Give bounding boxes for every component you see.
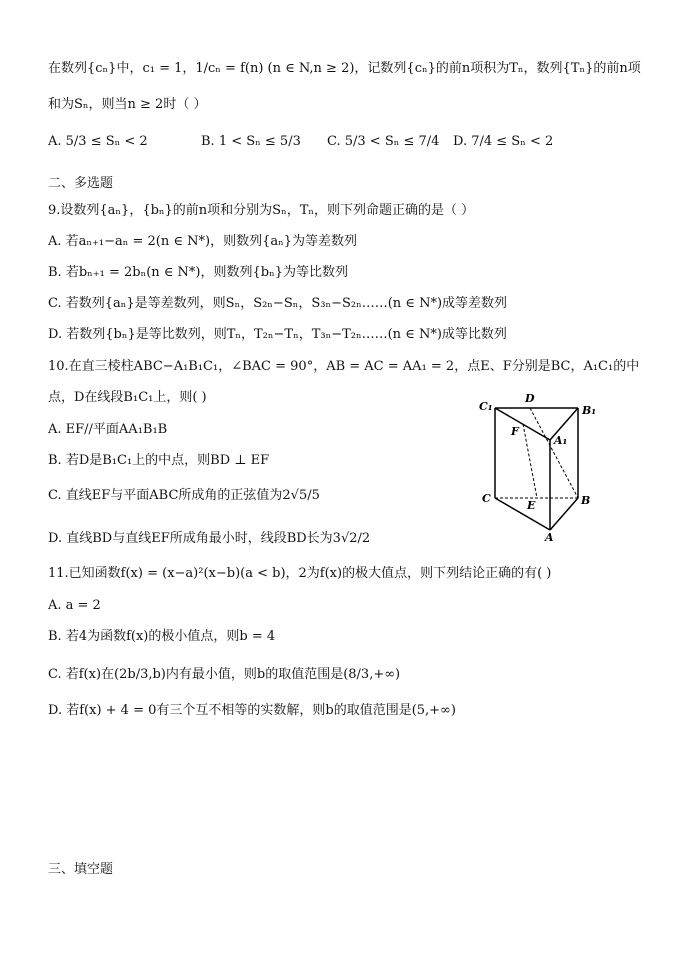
q10-option-d: D. 直线BD与直线EF所成角最小时，线段BD长为3√2/2 bbox=[48, 531, 371, 546]
segment-d-b bbox=[530, 408, 578, 498]
q8-stem-line1: 在数列{cₙ}中，c₁ = 1，1/cₙ = f(n) (n ∈ N,n ≥ 2)，记数列{cₙ}的前n项积为Tₙ，数列{Tₙ}的前n项 bbox=[48, 61, 641, 76]
label-a1: A₁ bbox=[554, 434, 568, 447]
label-e: E bbox=[527, 499, 536, 512]
label-b: B bbox=[581, 494, 591, 507]
q8-stem-line2: 和为Sₙ，则当n ≥ 2时（ ） bbox=[48, 97, 207, 112]
q11-option-d: D. 若f(x) + 4 = 0有三个互不相等的实数解，则b的取值范围是(5,+∞) bbox=[48, 703, 456, 718]
q9-option-c: C. 若数列{aₙ}是等差数列，则Sₙ，S₂ₙ−Sₙ，S₃ₙ−S₂ₙ……(n ∈ N*)成等差数列 bbox=[48, 296, 508, 311]
section-heading-multiple-choice: 二、多选题 bbox=[48, 176, 114, 191]
q11-option-c: C. 若f(x)在(2b/3,b)内有最小值，则b的取值范围是(8/3,+∞) bbox=[48, 667, 401, 682]
edge-c-a bbox=[495, 498, 550, 530]
q10-stem-line1: 10.在直三棱柱ABC−A₁B₁C₁，∠BAC = 90°，AB = AC = AA₁ = 2，点E、F分别是BC，A₁C₁的中 bbox=[48, 359, 640, 374]
q9-stem: 9.设数列{aₙ}，{bₙ}的前n项和分别为Sₙ，Tₙ，则下列命题正确的是（ ） bbox=[48, 203, 475, 218]
q8-option-d: D. 7/4 ≤ Sₙ < 2 bbox=[453, 134, 554, 149]
label-c: C bbox=[482, 492, 491, 505]
q9-option-b: B. 若bₙ₊₁ = 2bₙ(n ∈ N*)，则数列{bₙ}为等比数列 bbox=[48, 265, 348, 280]
prism-figure bbox=[475, 388, 605, 548]
q10-option-a: A. EF//平面AA₁B₁B bbox=[48, 422, 168, 437]
q8-option-c: C. 5/3 < Sₙ ≤ 7/4 bbox=[327, 134, 440, 149]
section-heading-fill-in: 三、填空题 bbox=[48, 862, 114, 877]
q9-option-d: D. 若数列{bₙ}是等比数列，则Tₙ，T₂ₙ−Tₙ，T₃ₙ−T₂ₙ……(n ∈ N*)成等比数列 bbox=[48, 327, 507, 342]
q10-option-b: B. 若D是B₁C₁上的中点，则BD ⊥ EF bbox=[48, 453, 270, 468]
label-f: F bbox=[511, 425, 519, 438]
q8-option-a: A. 5/3 ≤ Sₙ < 2 bbox=[48, 134, 148, 149]
label-d: D bbox=[525, 392, 535, 405]
q10-option-c: C. 直线EF与平面ABC所成角的正弦值为2√5/5 bbox=[48, 488, 320, 503]
q8-option-b: B. 1 < Sₙ ≤ 5/3 bbox=[201, 134, 301, 149]
q11-stem: 11.已知函数f(x) = (x−a)²(x−b)(a < b)，2为f(x)的极大值点，则下列结论正确的有( ) bbox=[48, 566, 552, 581]
label-b1: B₁ bbox=[582, 404, 597, 417]
q11-option-b: B. 若4为函数f(x)的极小值点，则b = 4 bbox=[48, 629, 276, 644]
segment-f-e bbox=[523, 424, 537, 498]
edge-a-b bbox=[550, 498, 578, 530]
q11-option-a: A. a = 2 bbox=[48, 598, 101, 613]
q10-stem-line2: 点，D在线段B₁C₁上，则( ) bbox=[48, 390, 207, 405]
q9-option-a: A. 若aₙ₊₁−aₙ = 2(n ∈ N*)，则数列{aₙ}为等差数列 bbox=[48, 234, 357, 249]
label-c1: C₁ bbox=[479, 400, 493, 413]
label-a: A bbox=[545, 531, 554, 544]
edge-c1-a1 bbox=[495, 408, 550, 440]
